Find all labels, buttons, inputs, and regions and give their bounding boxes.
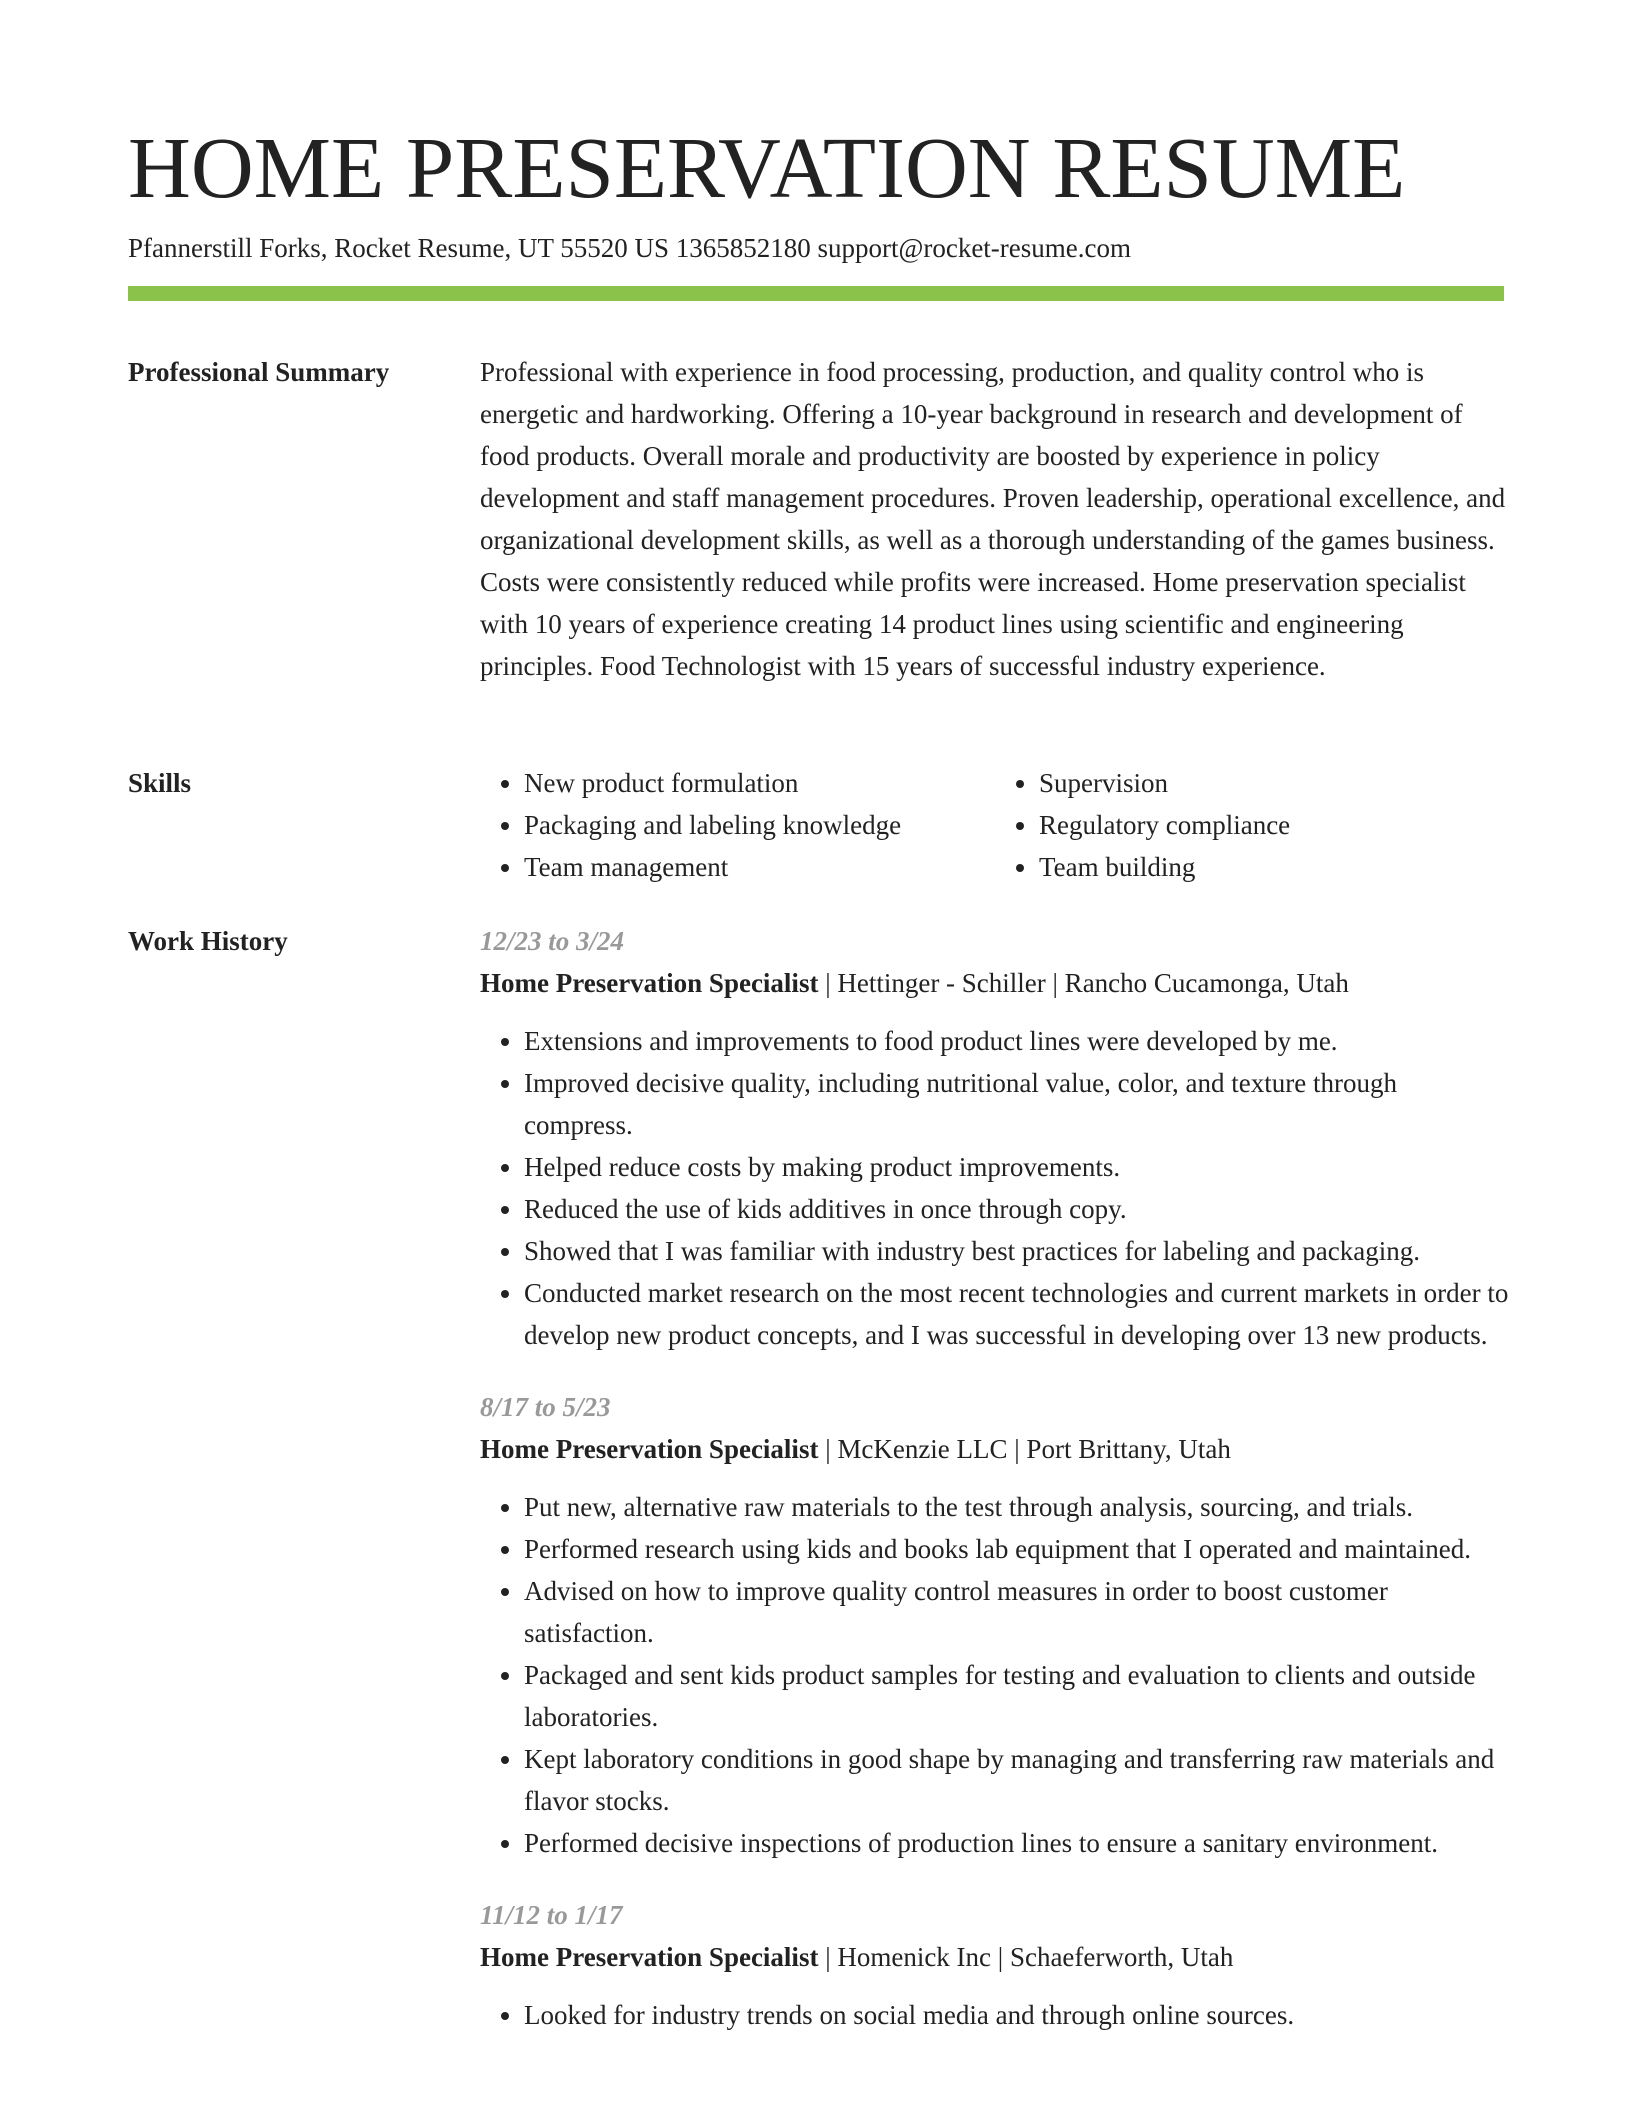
job-bullets <box>480 1486 1510 1864</box>
skill-item: • Supervision <box>1039 762 1510 804</box>
job-bullet: • Reduced the use of kids additives in once through copy. <box>524 1188 1510 1230</box>
job-bullet: • Extensions and improvements to food product lines were developed by me. <box>524 1020 1510 1062</box>
skills-columns <box>480 762 1510 888</box>
job-date: 11/12 to 1/17 <box>480 1900 623 1930</box>
job-bullet: • Helped reduce costs by making product improvements. <box>524 1146 1510 1188</box>
job-bullet: • Showed that I was familiar with industry best practices for labeling and packaging. <box>524 1230 1510 1272</box>
job-title-line <box>480 1936 1510 1978</box>
job-entry <box>480 920 1510 1356</box>
job-title-line <box>480 1428 1510 1470</box>
job-entry <box>480 1386 1510 1864</box>
job-bullet: • Improved decisive quality, including nutritional value, color, and texture through compress. <box>524 1062 1510 1146</box>
job-date: 8/17 to 5/23 <box>480 1392 611 1422</box>
resume-title: HOME PRESERVATION RESUME <box>128 119 1406 216</box>
job-title: Home Preservation Specialist <box>480 968 819 998</box>
summary-body <box>480 351 1510 687</box>
job-bullet: • Packaged and sent kids product samples for testing and evaluation to clients and outside laboratories. <box>524 1654 1510 1738</box>
skills-list-right <box>995 762 1510 888</box>
job-bullets <box>480 1994 1510 2036</box>
job-bullet: • Looked for industry trends on social media and through online sources. <box>524 1994 1510 2036</box>
job-bullets <box>480 1020 1510 1356</box>
skill-item: • Team building <box>1039 846 1510 888</box>
job-bullet: • Put new, alternative raw materials to the test through analysis, sourcing, and trials. <box>524 1486 1510 1528</box>
job-bullet: • Performed decisive inspections of production lines to ensure a sanitary environment. <box>524 1822 1510 1864</box>
job-details: | Homenick Inc | Schaeferworth, Utah <box>818 1942 1234 1972</box>
work-history-heading: Work History <box>128 926 288 956</box>
skill-item: • Packaging and labeling knowledge <box>524 804 995 846</box>
contact-line: Pfannerstill Forks, Rocket Resume, UT 55520 US 1365852180 support@rocket-resume.com <box>128 233 1131 263</box>
skills-body <box>480 762 1510 888</box>
job-details: | Hettinger - Schiller | Rancho Cucamonga, Utah <box>818 968 1349 998</box>
skill-item: • Regulatory compliance <box>1039 804 1510 846</box>
job-bullet: • Conducted market research on the most recent technologies and current markets in order to develop new product concepts, and I was successful in developing over 13 new products. <box>524 1272 1510 1356</box>
job-bullet: • Advised on how to improve quality control measures in order to boost customer satisfaction. <box>524 1570 1510 1654</box>
summary-heading: Professional Summary <box>128 357 390 387</box>
skill-item: • New product formulation <box>524 762 995 804</box>
job-entry <box>480 1894 1510 2036</box>
job-bullet: • Kept laboratory conditions in good shape by managing and transferring raw materials and flavor stocks. <box>524 1738 1510 1822</box>
skill-item: • Team management <box>524 846 995 888</box>
job-title: Home Preservation Specialist <box>480 1434 819 1464</box>
accent-divider <box>128 286 1504 301</box>
skills-list-left <box>480 762 995 888</box>
job-title: Home Preservation Specialist <box>480 1942 819 1972</box>
job-bullet: • Performed research using kids and books lab equipment that I operated and maintained. <box>524 1528 1510 1570</box>
summary-text: Professional with experience in food processing, production, and quality control who is energetic and hardworking. Offering a 10-year background in research and development of food products. Overall morale and productivity are boosted by experience in policy development and staff management procedures. Proven leadership, operational excellence, and organizational development skills, as well as a thorough understanding of the games business. Costs were consistently reduced while profits were increased. Home preservation specialist with 10 years of experience creating 14 product lines using scientific and engineering principles. Food Technologist with 15 years of successful industry experience. <box>480 357 1506 681</box>
work-history-body <box>480 920 1510 2066</box>
skills-heading: Skills <box>128 768 192 798</box>
job-details: | McKenzie LLC | Port Brittany, Utah <box>818 1434 1231 1464</box>
job-date: 12/23 to 3/24 <box>480 926 625 956</box>
job-title-line <box>480 962 1510 1004</box>
